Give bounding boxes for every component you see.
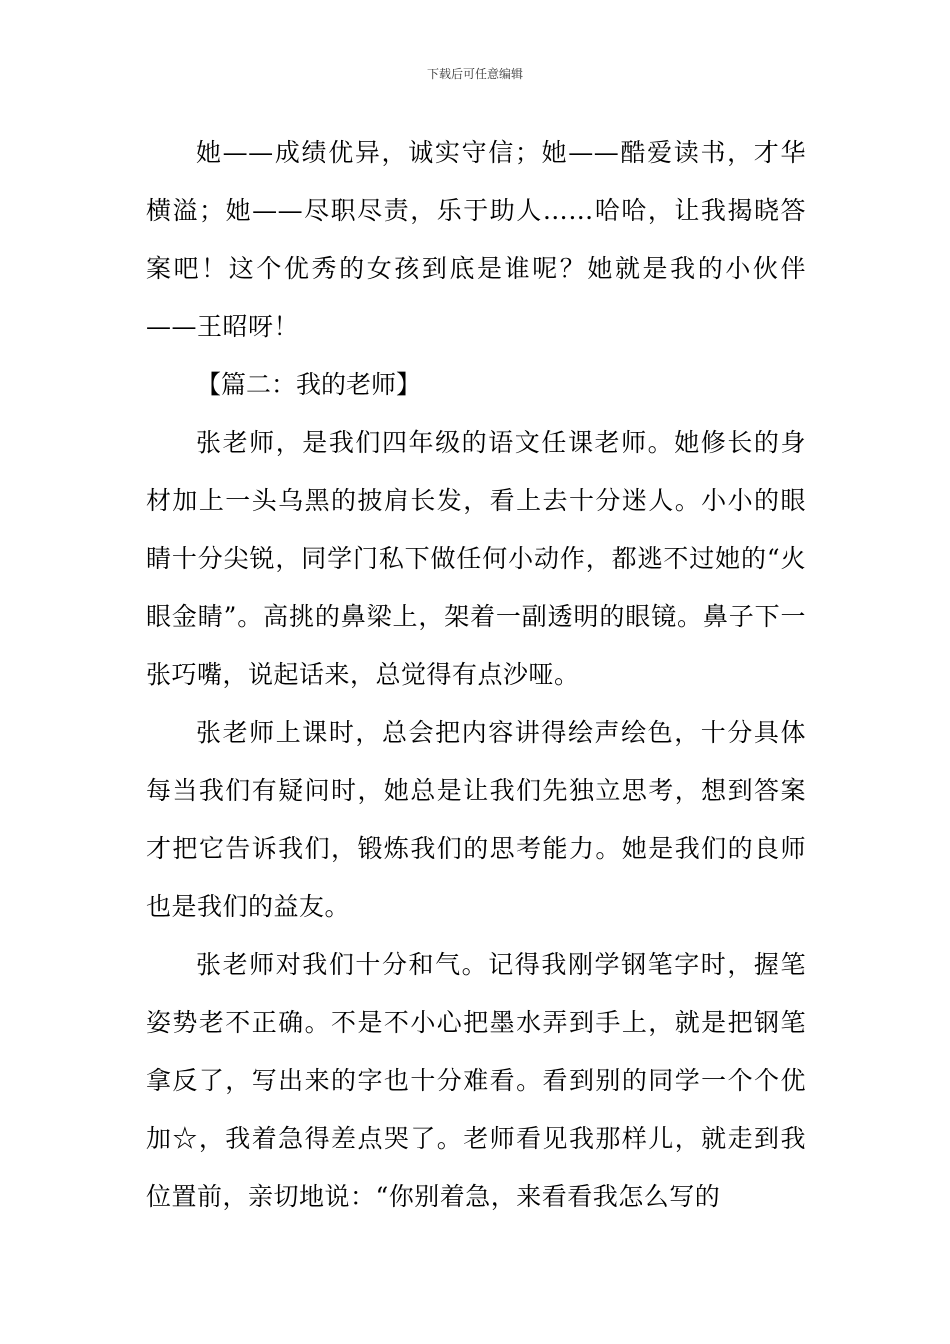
section-heading: 【篇二：我的老师】	[196, 370, 422, 399]
document-body	[146, 124, 806, 1226]
page-header: 下载后可任意编辑	[426, 67, 523, 81]
paragraph-teacher-appearance: 张老师，是我们四年级的语文任课老师。她修长的身材加上一头乌黑的披肩长发，看上去十分迷人。小小的眼睛十分尖锐，同学门私下做任何小动作，都逃不过她的“火眼金睛”。高挑的鼻梁上，架着一副透明的眼镜。鼻子下一张巧嘴，说起话来，总觉得有点沙哑。	[146, 428, 806, 689]
paragraph-intro: 她——成绩优异，诚实守信；她——酷爱读书，才华横溢；她——尽职尽责，乐于助人……哈哈，让我揭晓答案吧！这个优秀的女孩到底是谁呢？她就是我的小伙伴——王昭呀！	[146, 138, 806, 341]
paragraph-teacher-class: 张老师上课时，总会把内容讲得绘声绘色，十分具体每当我们有疑问时，她总是让我们先独立思考，想到答案才把它告诉我们，锻炼我们的思考能力。她是我们的良师也是我们的益友。	[146, 718, 806, 921]
paragraph-teacher-kindness: 张老师对我们十分和气。记得我刚学钢笔字时，握笔姿势老不正确。不是不小心把墨水弄到手上，就是把钢笔拿反了，写出来的字也十分难看。看到别的同学一个个优加☆，我着急得差点哭了。老师看见我那样儿，就走到我位置前，亲切地说：“你别着急，来看看我怎么写的	[146, 950, 806, 1211]
